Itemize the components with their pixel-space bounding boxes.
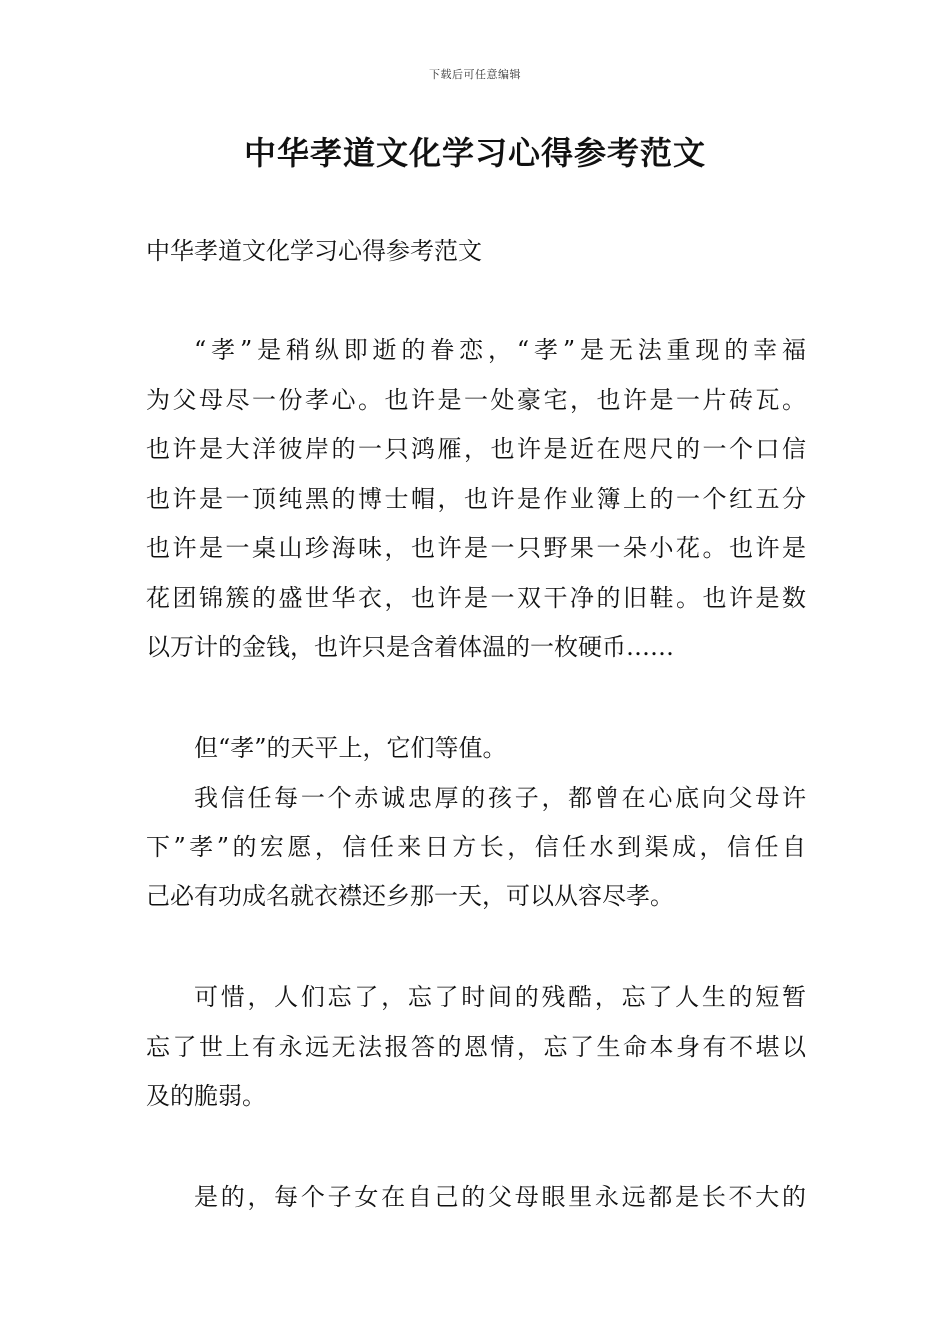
paragraph-line: 是的，每个子女在自己的父母眼里永远都是长不大的: [194, 1183, 806, 1211]
header-note: 下载后可任意编辑: [429, 68, 521, 81]
document-title: 中华孝道文化学习心得参考范文: [243, 134, 706, 172]
paragraph-line: “孝”是稍纵即逝的眷恋，“孝”是无法重现的幸福: [194, 336, 806, 364]
paragraph-line: 己必有功成名就衣襟还乡那一天，可以从容尽孝。: [146, 882, 674, 910]
paragraph-line: 也许是一桌山珍海味，也许是一只野果一朵小花。也许是: [146, 534, 806, 562]
paragraph-line: 忘了世上有永远无法报答的恩情，忘了生命本身有不堪以: [146, 1033, 806, 1061]
document-subtitle: 中华孝道文化学习心得参考范文: [146, 237, 482, 265]
paragraph-line: 可惜，人们忘了，忘了时间的残酷，忘了人生的短暂: [194, 983, 806, 1011]
paragraph-line: 为父母尽一份孝心。也许是一处豪宅，也许是一片砖瓦。: [146, 386, 806, 414]
paragraph-line: 但“孝”的天平上，它们等值。: [194, 734, 507, 762]
paragraph-line: 以万计的金钱，也许只是含着体温的一枚硬币……: [146, 633, 674, 661]
paragraph-line: 也许是一顶纯黑的博士帽，也许是作业簿上的一个红五分: [146, 485, 806, 513]
paragraph-line: 花团锦簇的盛世华衣，也许是一双干净的旧鞋。也许是数: [146, 584, 806, 612]
paragraph-line: 我信任每一个赤诚忠厚的孩子，都曾在心底向父母许: [194, 784, 806, 812]
paragraph-line: 及的脆弱。: [146, 1082, 266, 1110]
paragraph-line: 下”孝”的宏愿，信任来日方长，信任水到渠成，信任自: [146, 833, 806, 861]
paragraph-line: 也许是大洋彼岸的一只鸿雁，也许是近在咫尺的一个口信: [146, 435, 806, 463]
